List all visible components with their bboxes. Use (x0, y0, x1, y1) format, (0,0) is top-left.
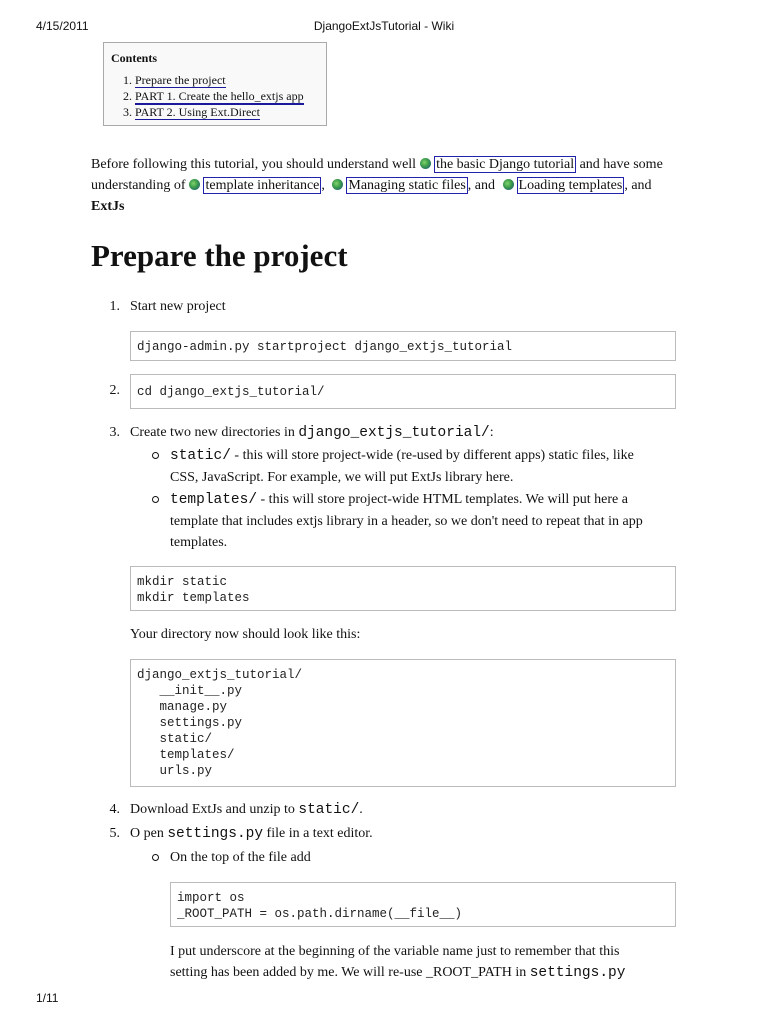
table-of-contents (103, 42, 327, 126)
toc-link-part2[interactable]: PART 2. Using Ext.Direct (135, 105, 260, 119)
inline-code: django_extjs_tutorial/ (298, 425, 490, 441)
toc-item (135, 104, 304, 120)
code-block-startproject: django-admin.py startproject django_extjs_tutorial (130, 331, 676, 361)
step-text-part: . (359, 802, 363, 817)
note-text: I put underscore at the beginning of the variable name just to remember that this (170, 944, 620, 959)
link-loading-templates[interactable]: Loading templates (518, 178, 623, 193)
directory-intro-text: Your directory now should look like this: (130, 627, 361, 642)
bullet-text: - this will store project-wide (re-used by different apps) static files, like (230, 448, 634, 463)
link-basic-django-tutorial[interactable]: the basic Django tutorial (436, 157, 575, 172)
bullet-text: template that includes extjs library in a header, so we don't need to repeat that in app (170, 514, 643, 529)
link-template-inheritance[interactable]: template inheritance (205, 178, 320, 193)
toc-link-prepare[interactable]: Prepare the project (135, 73, 226, 87)
inline-code: static/ (170, 448, 231, 464)
bullet-text: templates. (170, 535, 228, 550)
intro-text: and (631, 178, 652, 193)
extjs-bold: ExtJs (91, 199, 125, 214)
bullet-text: CSS, JavaScript. For example, we will put ExtJs library here. (170, 470, 514, 485)
step-text (130, 823, 373, 845)
bullet-top-of-file: On the top of the file add (170, 850, 311, 865)
separator: , (321, 178, 325, 193)
toc-item (135, 72, 304, 88)
toc-title: Contents (111, 51, 158, 65)
note-text: setting has been added by me. We will re-use _ROOT_PATH in (170, 965, 527, 980)
separator: , and (467, 178, 496, 193)
section-heading: Prepare the project (91, 238, 348, 273)
external-link-globe-icon (189, 179, 200, 190)
code-block-directory-tree: django_extjs_tutorial/ __init__.py manage.py settings.py static/ templates/ urls.py (130, 659, 676, 787)
toc-item (135, 88, 304, 104)
bullet-marker (152, 496, 159, 503)
inline-code: settings.py (167, 826, 264, 842)
step-number: 4. (109, 802, 120, 817)
step-text-part: file in a text editor. (266, 826, 373, 841)
intro-paragraph (91, 154, 681, 217)
step-number: 5. (109, 826, 120, 841)
step-number: 1. (109, 299, 120, 314)
bullet-marker (152, 452, 159, 459)
external-link-globe-icon (332, 179, 343, 190)
inline-code: settings.py (529, 965, 626, 981)
step-text (130, 799, 363, 821)
inline-code: templates/ (170, 492, 258, 508)
bullet-text: - this will store project-wide HTML templates. We will put here a (257, 492, 628, 507)
step-text: Start new project (130, 299, 226, 314)
step-text-part: Create two new directories in (130, 425, 295, 440)
toc-list (104, 72, 304, 120)
step-text-part: O pen (130, 826, 164, 841)
bullet-templates-dir (170, 489, 670, 553)
page-number: 1/11 (36, 991, 59, 1005)
intro-text: and have some understanding of (91, 157, 663, 193)
link-managing-static-files[interactable]: Managing static files (348, 178, 466, 193)
bullet-static-dir (170, 445, 670, 488)
inline-code: static/ (298, 802, 360, 818)
toc-link-part1[interactable]: PART 1. Create the hello_extjs app (135, 89, 304, 103)
page-header-title: DjangoExtJsTutorial - Wiki (313, 19, 455, 33)
step-number: 2. (109, 383, 120, 398)
step-text (130, 422, 494, 444)
external-link-globe-icon (420, 158, 431, 169)
step-text-part: Download ExtJs and unzip to (130, 802, 295, 817)
step-text-part: : (489, 425, 494, 440)
external-link-globe-icon (503, 179, 514, 190)
underscore-note (170, 941, 676, 984)
separator: , (624, 178, 628, 193)
bullet-marker (152, 854, 159, 861)
intro-text: Before following this tutorial, you should understand well (91, 157, 417, 172)
code-block-import-os: import os _ROOT_PATH = os.path.dirname(__file__) (170, 882, 676, 927)
code-block-cd: cd django_extjs_tutorial/ (130, 374, 676, 409)
print-date: 4/15/2011 (36, 19, 89, 33)
step-number: 3. (109, 425, 120, 440)
code-block-mkdir: mkdir static mkdir templates (130, 566, 676, 611)
